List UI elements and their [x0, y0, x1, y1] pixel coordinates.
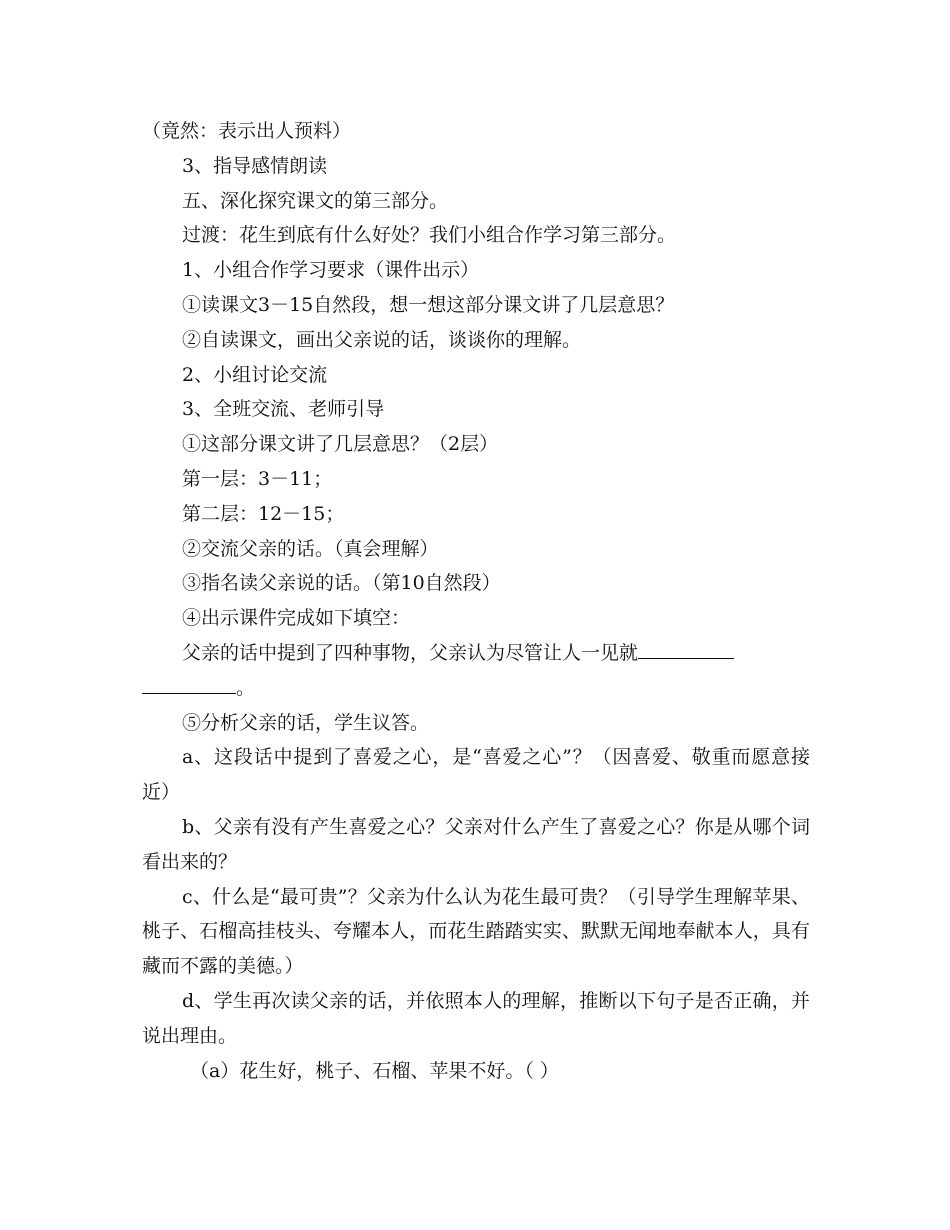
fill-in-end: 。 [236, 676, 256, 699]
text-line: ①这部分课文讲了几层意思？（2层） [182, 433, 499, 456]
text-line: ②交流父亲的话。（真会理解） [182, 537, 439, 560]
text-line: 3、指导感情朗读 [182, 154, 328, 177]
fill-in-line-continued [142, 671, 810, 706]
paragraph-b: b、父亲有没有产生喜爱之心？父亲对什么产生了喜爱之心？你是从哪个词看出来的？ [142, 815, 810, 873]
text-line: ①读课文3－15自然段，想一想这部分课文讲了几层意思？ [182, 293, 675, 316]
fill-in-blank [142, 675, 236, 694]
text-line: 过渡：花生到底有什么好处？我们小组合作学习第三部分。 [182, 224, 677, 247]
text-line: ⑤分析父亲的话，学生议答。 [182, 711, 430, 734]
text-line: 3、全班交流、老师引导 [182, 398, 385, 421]
judgement-item: （a）花生好，桃子、石榴、苹果不好。（ ） [190, 1059, 559, 1082]
paragraph-a: a、这段话中提到了喜爱之心，是“喜爱之心”？（因喜爱、敬重而愿意接近） [142, 746, 810, 804]
text-line: 1、小组合作学习要求（课件出示） [182, 259, 480, 282]
text-line: ②自读课文，画出父亲说的话，谈谈你的理解。 [182, 328, 582, 351]
text-line: 第二层：12－15； [182, 502, 345, 525]
text-line: ④出示课件完成如下填空： [182, 607, 411, 630]
paragraph-c: c、什么是“最可贵”？父亲为什么认为花生最可贵？（引导学生理解苹果、桃子、石榴高挂枝头、夸耀本人，而花生踏踏实实、默默无闻地奉献本人，具有藏而不露的美德。） [142, 885, 810, 978]
text-line: （竟然：表示出人预料） [142, 120, 352, 142]
text-line: 第一层：3－11； [182, 467, 333, 490]
text-line: 2、小组讨论交流 [182, 363, 328, 386]
document-body [142, 114, 810, 1088]
text-line: ③指名读父亲说的话。（第10自然段） [182, 572, 501, 595]
paragraph-d: d、学生再次读父亲的话，并依照本人的理解，推断以下句子是否正确，并说出理由。 [142, 989, 810, 1047]
fill-in-line [142, 636, 810, 671]
fill-in-text: 父亲的话中提到了四种事物，父亲认为尽管让人一见就 [182, 641, 639, 664]
fill-in-blank [638, 640, 734, 659]
section-heading: 五、深化探究课文的第三部分。 [182, 189, 449, 212]
